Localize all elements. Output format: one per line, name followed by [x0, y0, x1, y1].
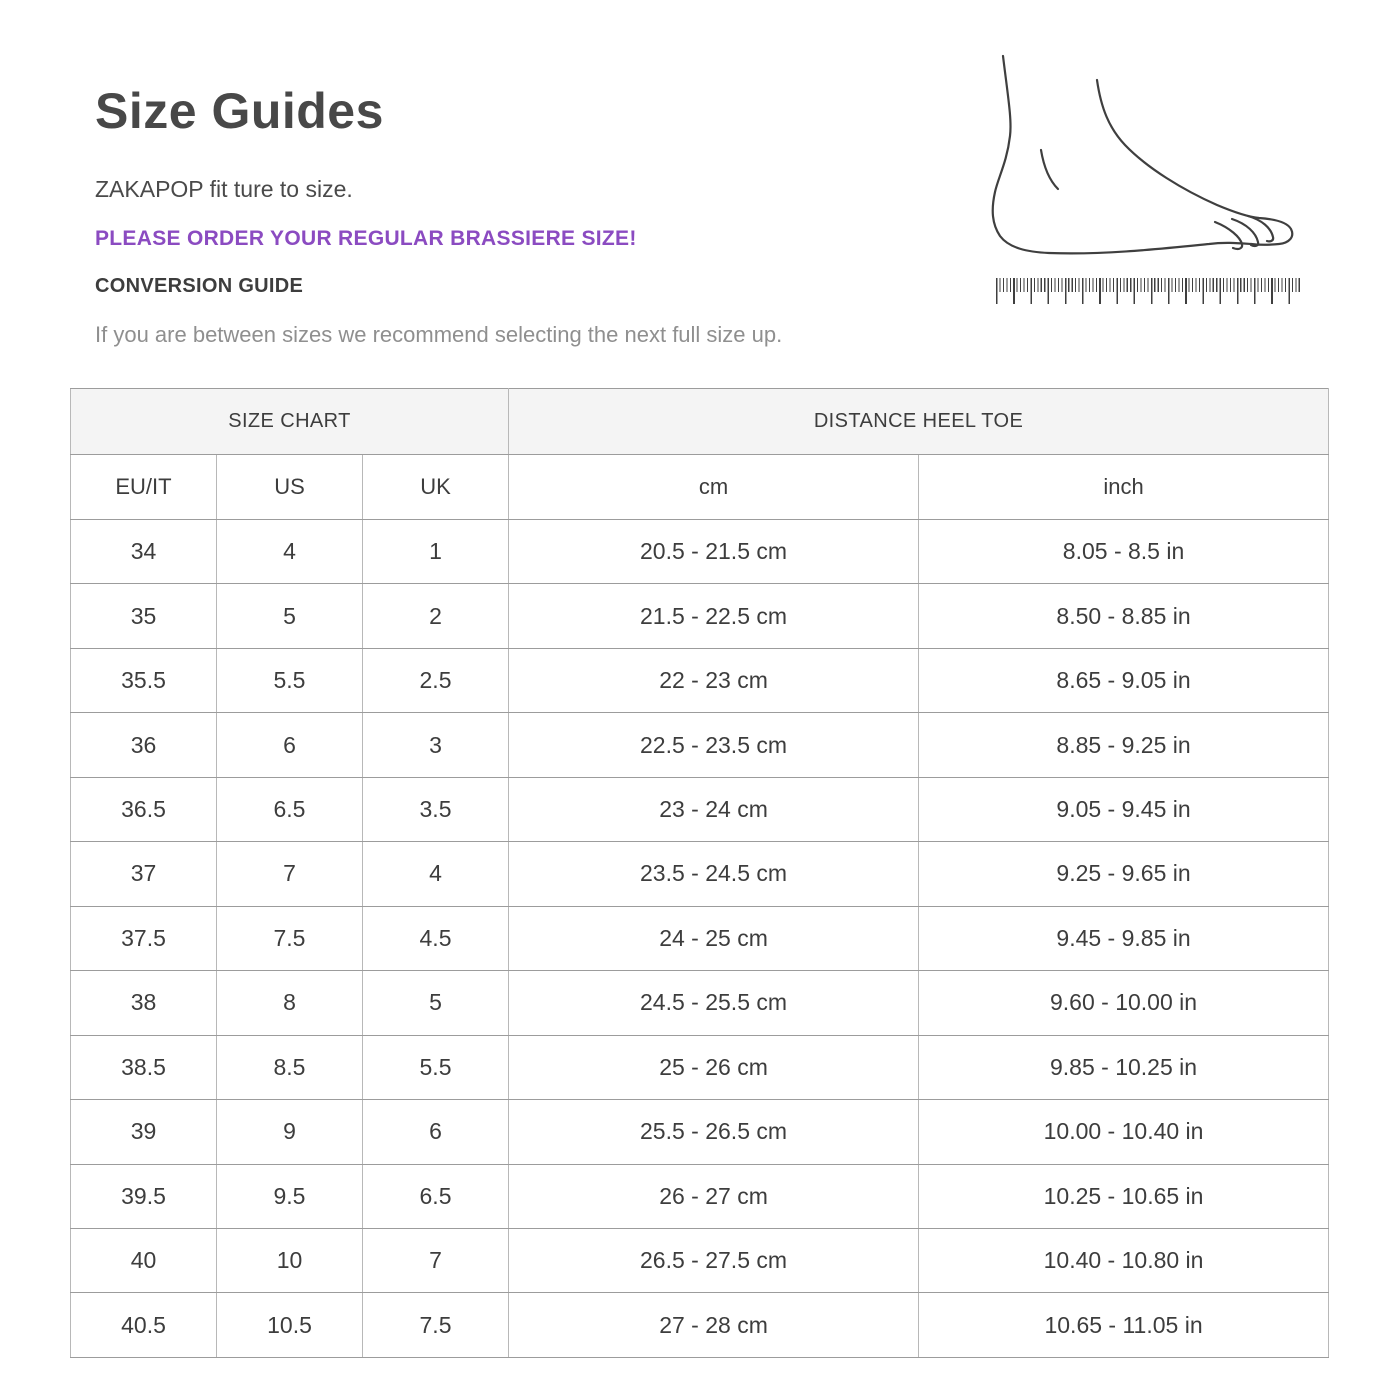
foot-ruler-illustration: [988, 52, 1310, 304]
table-cell: 23.5 - 24.5 cm: [509, 842, 919, 906]
table-cell: 4: [217, 520, 363, 584]
table-cell: 8.50 - 8.85 in: [919, 584, 1329, 648]
size-chart-table: [70, 388, 1329, 1358]
between-sizes-note: If you are between sizes we recommend selecting the next full size up.: [95, 322, 783, 347]
order-note: PLEASE ORDER YOUR REGULAR BRASSIERE SIZE!: [95, 227, 637, 250]
table-cell: 21.5 - 22.5 cm: [509, 584, 919, 648]
table-cell: 6: [363, 1100, 509, 1164]
table-row: [71, 906, 1329, 970]
table-cell: 9.60 - 10.00 in: [919, 971, 1329, 1035]
table-cell: 38: [71, 971, 217, 1035]
table-cell: 40: [71, 1228, 217, 1292]
table-row: [71, 584, 1329, 648]
table-cell: 26 - 27 cm: [509, 1164, 919, 1228]
intro-section: [95, 82, 915, 348]
table-cell: 9: [217, 1100, 363, 1164]
table-cell: 35.5: [71, 648, 217, 712]
table-cell: 6.5: [217, 777, 363, 841]
table-row: [71, 1164, 1329, 1228]
table-cell: 20.5 - 21.5 cm: [509, 520, 919, 584]
table-cell: 4.5: [363, 906, 509, 970]
table-group-header: DISTANCE HEEL TOE: [509, 389, 1329, 455]
table-cell: 6.5: [363, 1164, 509, 1228]
ruler-icon: [996, 278, 1302, 304]
table-cell: 10.5: [217, 1293, 363, 1358]
table-row: [71, 648, 1329, 712]
table-cell: 10.40 - 10.80 in: [919, 1228, 1329, 1292]
table-cell: 10.25 - 10.65 in: [919, 1164, 1329, 1228]
table-cell: 8: [217, 971, 363, 1035]
table-cell: 1: [363, 520, 509, 584]
table-row: [71, 1100, 1329, 1164]
table-row: [71, 842, 1329, 906]
table-cell: 36.5: [71, 777, 217, 841]
table-column-header: cm: [509, 455, 919, 520]
table-row: [71, 1293, 1329, 1358]
conversion-guide-heading: CONVERSION GUIDE: [95, 275, 304, 297]
table-cell: 24 - 25 cm: [509, 906, 919, 970]
table-cell: 25 - 26 cm: [509, 1035, 919, 1099]
table-cell: 2: [363, 584, 509, 648]
table-column-header: US: [217, 455, 363, 520]
table-row: [71, 520, 1329, 584]
table-column-header: inch: [919, 455, 1329, 520]
table-group-header-row: [71, 389, 1329, 455]
table-cell: 35: [71, 584, 217, 648]
table-cell: 7.5: [217, 906, 363, 970]
table-cell: 36: [71, 713, 217, 777]
table-cell: 40.5: [71, 1293, 217, 1358]
table-cell: 39.5: [71, 1164, 217, 1228]
table-group-header: SIZE CHART: [71, 389, 509, 455]
table-cell: 5: [363, 971, 509, 1035]
table-column-header: EU/IT: [71, 455, 217, 520]
table-cell: 3.5: [363, 777, 509, 841]
page-title: Size Guides: [95, 83, 384, 139]
table-cell: 8.85 - 9.25 in: [919, 713, 1329, 777]
table-column-header: UK: [363, 455, 509, 520]
table-cell: 24.5 - 25.5 cm: [509, 971, 919, 1035]
table-cell: 5: [217, 584, 363, 648]
table-cell: 23 - 24 cm: [509, 777, 919, 841]
table-cell: 39: [71, 1100, 217, 1164]
table-cell: 5.5: [217, 648, 363, 712]
foot-icon: [988, 52, 1310, 262]
table-cell: 6: [217, 713, 363, 777]
table-cell: 7.5: [363, 1293, 509, 1358]
table-cell: 37: [71, 842, 217, 906]
table-cell: 38.5: [71, 1035, 217, 1099]
table-column-header-row: [71, 455, 1329, 520]
table-cell: 22.5 - 23.5 cm: [509, 713, 919, 777]
table-cell: 8.05 - 8.5 in: [919, 520, 1329, 584]
table-row: [71, 971, 1329, 1035]
table-cell: 9.45 - 9.85 in: [919, 906, 1329, 970]
table-cell: 22 - 23 cm: [509, 648, 919, 712]
table-row: [71, 1228, 1329, 1292]
table-cell: 25.5 - 26.5 cm: [509, 1100, 919, 1164]
table-cell: 2.5: [363, 648, 509, 712]
table-row: [71, 777, 1329, 841]
table-cell: 3: [363, 713, 509, 777]
table-cell: 9.5: [217, 1164, 363, 1228]
table-cell: 4: [363, 842, 509, 906]
table-cell: 5.5: [363, 1035, 509, 1099]
table-cell: 26.5 - 27.5 cm: [509, 1228, 919, 1292]
table-row: [71, 1035, 1329, 1099]
fit-note: ZAKAPOP fit ture to size.: [95, 176, 353, 202]
table-cell: 9.85 - 10.25 in: [919, 1035, 1329, 1099]
table-cell: 8.65 - 9.05 in: [919, 648, 1329, 712]
table-cell: 7: [217, 842, 363, 906]
table-cell: 10: [217, 1228, 363, 1292]
table-cell: 9.05 - 9.45 in: [919, 777, 1329, 841]
table-cell: 10.65 - 11.05 in: [919, 1293, 1329, 1358]
table-cell: 34: [71, 520, 217, 584]
table-cell: 8.5: [217, 1035, 363, 1099]
table-row: [71, 713, 1329, 777]
table-cell: 37.5: [71, 906, 217, 970]
table-cell: 7: [363, 1228, 509, 1292]
table-cell: 10.00 - 10.40 in: [919, 1100, 1329, 1164]
table-cell: 27 - 28 cm: [509, 1293, 919, 1358]
table-cell: 9.25 - 9.65 in: [919, 842, 1329, 906]
